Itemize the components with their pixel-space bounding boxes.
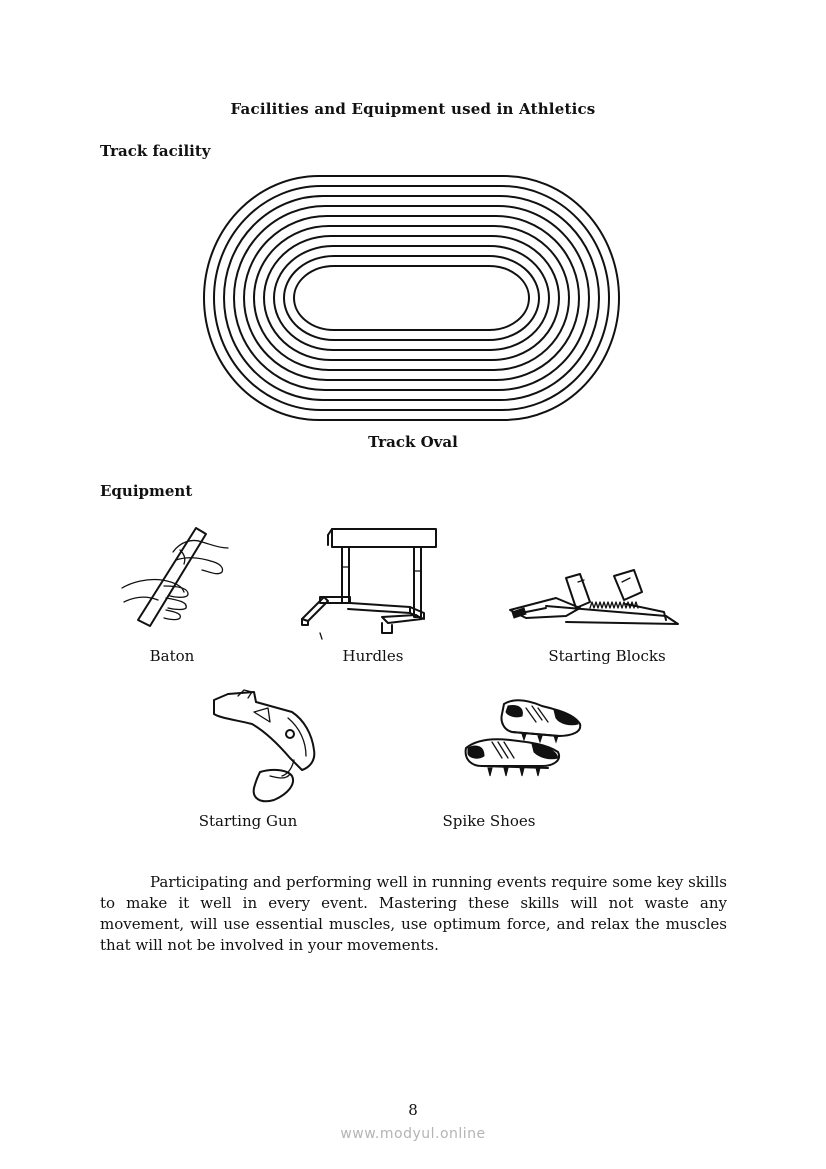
spike-shoes-label: Spike Shoes — [442, 812, 536, 830]
baton-label: Baton — [149, 647, 195, 665]
hurdles-label: Hurdles — [342, 647, 404, 665]
starting-gun-icon — [208, 688, 323, 806]
track-oval-caption: Track Oval — [368, 433, 458, 451]
track-section-heading: Track facility — [100, 142, 211, 160]
hurdles-icon — [298, 527, 433, 642]
watermark-text: www.modyul.online — [340, 1126, 486, 1142]
track-oval-icon — [200, 172, 625, 427]
spike-shoes-icon — [462, 696, 588, 786]
page-number: 8 — [408, 1101, 418, 1119]
baton-icon — [118, 522, 233, 632]
starting-gun-label: Starting Gun — [198, 812, 298, 830]
starting-blocks-label: Starting Blocks — [548, 647, 666, 665]
body-paragraph: Participating and performing well in running events require some key skills to make it well in every event. Mastering these skills will not waste any movement, will use essential muscles, use optimum force, and relax the muscles that will not be involved in your movements. — [100, 873, 727, 954]
starting-blocks-icon — [506, 568, 684, 634]
equipment-section-heading: Equipment — [100, 482, 193, 500]
page-title: Facilities and Equipment used in Athletics — [230, 100, 596, 118]
track-lanes — [204, 176, 619, 420]
